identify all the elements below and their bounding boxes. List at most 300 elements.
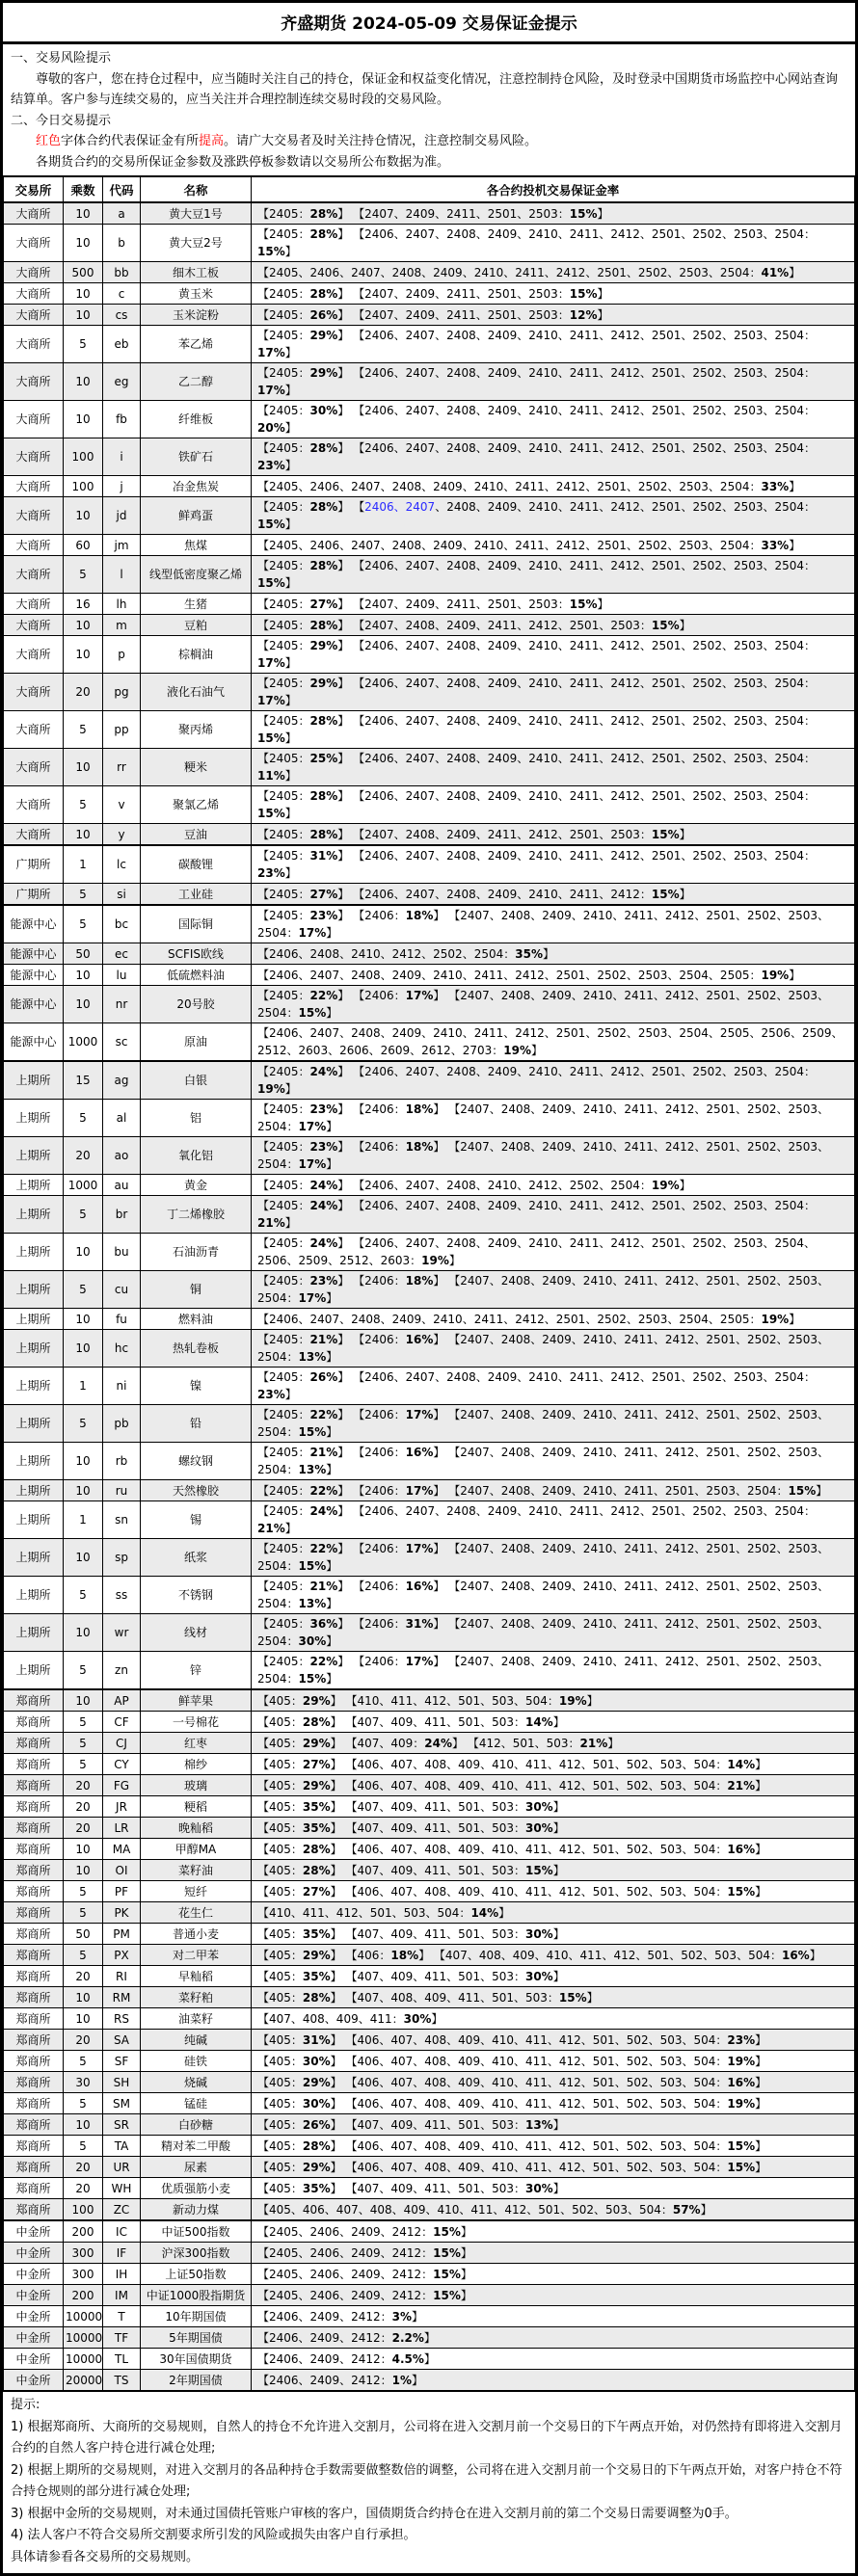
margin-rates-cell: 【2405：29%】 【2406、2407、2408、2409、2410、2411、2412、2501、2502、2503、2504：17%】: [252, 674, 855, 711]
red-emphasis-text: 提高: [199, 134, 225, 148]
table-row: [4, 2264, 855, 2285]
margin-rates-cell: 【405：29%】 【406、407、408、409、410、411、412、501、502、503、504：21%】: [252, 1775, 855, 1796]
exchange-cell: 上期所: [4, 1309, 64, 1330]
multiplier-cell: 20: [64, 1775, 103, 1796]
code-cell: m: [103, 615, 141, 636]
margin-rates-cell: 【2406、2407、2408、2409、2410、2411、2412、2501、2502、2503、2504、2505：19%】: [252, 1309, 855, 1330]
exchange-cell: 大商所: [4, 711, 64, 749]
multiplier-cell: 10: [64, 1443, 103, 1480]
exchange-cell: 郑商所: [4, 2030, 64, 2051]
table-row: [4, 1501, 855, 1539]
name-cell: 中证500指数: [141, 2220, 252, 2243]
name-cell: 镍: [141, 1368, 252, 1405]
code-cell: LR: [103, 1818, 141, 1839]
exchange-cell: 郑商所: [4, 1860, 64, 1881]
margin-rates-cell: 【2405：22%】 【2406：17%】 【2407、2408、2409、2410、2411、2501、2503、2504：15%】: [252, 1480, 855, 1501]
multiplier-cell: 10000: [64, 2306, 103, 2327]
multiplier-cell: 10: [64, 401, 103, 438]
margin-rates-cell: 【2405：21%】 【2406：16%】 【2407、2408、2409、2410、2411、2412、2501、2502、2503、2504：13%】: [252, 1330, 855, 1368]
name-cell: 优质强筋小麦: [141, 2178, 252, 2199]
name-cell: 烧碱: [141, 2072, 252, 2093]
table-row: [4, 2136, 855, 2157]
margin-rates-cell: 【405：28%】 【407、408、409、411、501、503：15%】: [252, 1987, 855, 2008]
multiplier-cell: 30: [64, 2072, 103, 2093]
notes-section: [3, 2392, 855, 2573]
table-row: [4, 1652, 855, 1690]
name-cell: 焦煤: [141, 535, 252, 556]
margin-rates-cell: 【405、406、407、408、409、410、411、412、501、502、503、504：57%】: [252, 2199, 855, 2221]
params-note-line: 各期货合约的交易所保证金参数及涨跌停板参数请以交易所公布数据为准。: [36, 154, 450, 170]
multiplier-cell: 200: [64, 2220, 103, 2243]
table-row: [4, 2008, 855, 2030]
table-row: [4, 438, 855, 476]
margin-rates-cell: 【405：35%】 【407、409、411、501、503：30%】: [252, 1818, 855, 1839]
exchange-cell: 郑商所: [4, 1689, 64, 1712]
exchange-cell: 上期所: [4, 1480, 64, 1501]
exchange-cell: 中金所: [4, 2306, 64, 2327]
multiplier-cell: 5: [64, 1881, 103, 1902]
code-cell: T: [103, 2306, 141, 2327]
code-cell: ru: [103, 1480, 141, 1501]
multiplier-cell: 100: [64, 476, 103, 497]
code-cell: IH: [103, 2264, 141, 2285]
page-title: 齐盛期货 2024-05-09 交易保证金提示: [3, 3, 855, 44]
name-cell: 早籼稻: [141, 1966, 252, 1987]
name-cell: 一号棉花: [141, 1712, 252, 1733]
code-cell: TF: [103, 2327, 141, 2349]
name-cell: 细木工板: [141, 262, 252, 283]
header-multiplier: 乘数: [64, 176, 103, 202]
margin-rates-cell: 【410、411、412、501、503、504：14%】: [252, 1902, 855, 1924]
table-row: [4, 1309, 855, 1330]
exchange-cell: 上期所: [4, 1100, 64, 1137]
code-cell: TA: [103, 2136, 141, 2157]
margin-rates-cell: 【2405：22%】 【2406：17%】 【2407、2408、2409、2410、2411、2412、2501、2502、2503、2504：15%】: [252, 1652, 855, 1690]
table-row: [4, 2093, 855, 2114]
name-cell: 石油沥青: [141, 1234, 252, 1271]
table-row: [4, 824, 855, 846]
code-cell: lc: [103, 845, 141, 884]
table-row: [4, 1754, 855, 1775]
exchange-cell: 大商所: [4, 749, 64, 786]
exchange-cell: 大商所: [4, 438, 64, 476]
code-cell: ec: [103, 943, 141, 965]
table-row: [4, 884, 855, 906]
multiplier-cell: 5: [64, 1652, 103, 1690]
code-cell: rr: [103, 749, 141, 786]
multiplier-cell: 1000: [64, 1023, 103, 1062]
multiplier-cell: 10: [64, 636, 103, 674]
code-cell: UR: [103, 2157, 141, 2178]
table-row: [4, 2370, 855, 2392]
margin-rates-cell: 【407、408、409、411：30%】: [252, 2008, 855, 2030]
note-text: 。请广大交易者及时关注持仓情况，注意控制交易风险。: [224, 134, 538, 148]
margin-table-body: [4, 202, 855, 2391]
margin-rates-cell: 【2405：31%】 【2406、2407、2408、2409、2410、2411、2412、2501、2502、2503、2504：23%】: [252, 845, 855, 884]
name-cell: 冶金焦炭: [141, 476, 252, 497]
exchange-cell: 郑商所: [4, 1945, 64, 1966]
exchange-cell: 上期所: [4, 1368, 64, 1405]
code-cell: eg: [103, 363, 141, 401]
code-cell: SF: [103, 2051, 141, 2072]
multiplier-cell: 10: [64, 986, 103, 1023]
exchange-cell: 大商所: [4, 636, 64, 674]
code-cell: CF: [103, 1712, 141, 1733]
name-cell: 5年期国债: [141, 2327, 252, 2349]
margin-rates-cell: 【2406、2409、2412：2.2%】: [252, 2327, 855, 2349]
exchange-cell: 郑商所: [4, 2136, 64, 2157]
code-cell: nr: [103, 986, 141, 1023]
multiplier-cell: 10: [64, 2114, 103, 2136]
code-cell: TS: [103, 2370, 141, 2392]
table-row: [4, 476, 855, 497]
table-row: [4, 2051, 855, 2072]
multiplier-cell: 10: [64, 202, 103, 225]
table-row: [4, 845, 855, 884]
margin-rates-cell: 【405：31%】 【406、407、408、409、410、411、412、501、502、503、504：23%】: [252, 2030, 855, 2051]
name-cell: SCFIS欧线: [141, 943, 252, 965]
table-row: [4, 2199, 855, 2221]
multiplier-cell: 5: [64, 884, 103, 906]
margin-rates-cell: 【2405：24%】 【2406、2407、2408、2409、2410、2411、2412、2501、2502、2503、2504、2506、2509、2512、2603：19%】: [252, 1234, 855, 1271]
code-cell: SH: [103, 2072, 141, 2093]
exchange-cell: 上期所: [4, 1330, 64, 1368]
multiplier-cell: 20: [64, 2178, 103, 2199]
margin-rates-cell: 【2405：28%】 【2406、2407、2408、2409、2410、2411、2412、2501、2502、2503、2504：23%】: [252, 438, 855, 476]
multiplier-cell: 5: [64, 711, 103, 749]
name-cell: 晚籼稻: [141, 1818, 252, 1839]
name-cell: 棉纱: [141, 1754, 252, 1775]
name-cell: 20号胶: [141, 986, 252, 1023]
code-cell: pb: [103, 1405, 141, 1443]
table-row: [4, 711, 855, 749]
exchange-cell: 中金所: [4, 2243, 64, 2264]
multiplier-cell: 1: [64, 1368, 103, 1405]
table-row: [4, 1271, 855, 1309]
multiplier-cell: 10: [64, 1309, 103, 1330]
exchange-cell: 上期所: [4, 1443, 64, 1480]
code-cell: pp: [103, 711, 141, 749]
table-row: [4, 1137, 855, 1175]
margin-rates-cell: 【405：30%】 【406、407、408、409、410、411、412、501、502、503、504：19%】: [252, 2051, 855, 2072]
multiplier-cell: 10: [64, 965, 103, 986]
margin-rates-cell: 【2405：28%】 【2407、2409、2411、2501、2503：15%】: [252, 202, 855, 225]
table-row: [4, 1924, 855, 1945]
table-row: [4, 1405, 855, 1443]
code-cell: si: [103, 884, 141, 906]
multiplier-cell: 20: [64, 2157, 103, 2178]
code-cell: ss: [103, 1577, 141, 1614]
name-cell: 普通小麦: [141, 1924, 252, 1945]
multiplier-cell: 5: [64, 786, 103, 824]
multiplier-cell: 10: [64, 1234, 103, 1271]
multiplier-cell: 20000: [64, 2370, 103, 2392]
table-row: [4, 225, 855, 262]
name-cell: 豆粕: [141, 615, 252, 636]
name-cell: 短纤: [141, 1881, 252, 1902]
multiplier-cell: 5: [64, 2136, 103, 2157]
margin-rates-cell: 【2405：22%】 【2406：17%】 【2407、2408、2409、2410、2411、2412、2501、2502、2503、2504：15%】: [252, 1539, 855, 1577]
name-cell: 白银: [141, 1061, 252, 1100]
margin-rates-cell: 【2405：23%】 【2406：18%】 【2407、2408、2409、2410、2411、2412、2501、2502、2503、2504：17%】: [252, 1100, 855, 1137]
margin-rates-cell: 【2405：23%】 【2406：18%】 【2407、2408、2409、2410、2411、2412、2501、2502、2503、2504：17%】: [252, 1271, 855, 1309]
table-row: [4, 1966, 855, 1987]
margin-rates-cell: 【2405：24%】 【2406、2407、2408、2409、2410、2411、2412、2501、2502、2503、2504：21%】: [252, 1196, 855, 1234]
margin-rates-cell: 【2405、2406、2407、2408、2409、2410、2411、2412、2501、2502、2503、2504：33%】: [252, 476, 855, 497]
name-cell: 燃料油: [141, 1309, 252, 1330]
code-cell: RS: [103, 2008, 141, 2030]
code-cell: MA: [103, 1839, 141, 1860]
exchange-cell: 大商所: [4, 202, 64, 225]
name-cell: 丁二烯橡胶: [141, 1196, 252, 1234]
table-row: [4, 2285, 855, 2306]
exchange-cell: 郑商所: [4, 1712, 64, 1733]
multiplier-cell: 20: [64, 674, 103, 711]
table-row: [4, 786, 855, 824]
margin-rates-cell: 【2405：27%】 【2406、2407、2408、2409、2410、2411、2412：15%】: [252, 884, 855, 906]
margin-rates-cell: 【405：29%】 【406：18%】 【407、408、409、410、411、412、501、502、503、504：16%】: [252, 1945, 855, 1966]
name-cell: 热轧卷板: [141, 1330, 252, 1368]
exchange-cell: 大商所: [4, 615, 64, 636]
section-2-heading: 二、今日交易提示: [11, 113, 112, 128]
table-row: [4, 749, 855, 786]
table-row: [4, 1480, 855, 1501]
exchange-cell: 大商所: [4, 674, 64, 711]
name-cell: 花生仁: [141, 1902, 252, 1924]
margin-rates-cell: 【2405：29%】 【2406、2407、2408、2409、2410、2411、2412、2501、2502、2503、2504：17%】: [252, 326, 855, 363]
exchange-cell: 大商所: [4, 786, 64, 824]
code-cell: fb: [103, 401, 141, 438]
name-cell: 原油: [141, 1023, 252, 1062]
name-cell: 铜: [141, 1271, 252, 1309]
margin-rates-cell: 【2405：25%】 【2406、2407、2408、2409、2410、2411、2412、2501、2502、2503、2504：11%】: [252, 749, 855, 786]
margin-rates-cell: 【2405：26%】 【2406、2407、2408、2409、2410、2411、2412、2501、2502、2503、2504：23%】: [252, 1368, 855, 1405]
name-cell: 红枣: [141, 1733, 252, 1754]
exchange-cell: 大商所: [4, 401, 64, 438]
name-cell: 工业硅: [141, 884, 252, 906]
multiplier-cell: 5: [64, 1945, 103, 1966]
margin-rates-cell: 【2406、2407、2408、2409、2410、2411、2412、2501、2502、2503、2504、2505：19%】: [252, 965, 855, 986]
name-cell: 鲜苹果: [141, 1689, 252, 1712]
exchange-cell: 郑商所: [4, 1924, 64, 1945]
margin-rates-cell: 【405：27%】 【406、407、408、409、410、411、412、501、502、503、504：15%】: [252, 1881, 855, 1902]
name-cell: 硅铁: [141, 2051, 252, 2072]
name-cell: 黄金: [141, 1175, 252, 1196]
table-row: [4, 202, 855, 225]
code-cell: l: [103, 556, 141, 594]
code-cell: j: [103, 476, 141, 497]
table-row: [4, 2157, 855, 2178]
name-cell: 豆油: [141, 824, 252, 846]
margin-rates-cell: 【2405：24%】 【2406、2407、2408、2409、2410、2411、2412、2501、2502、2503、2504：19%】: [252, 1061, 855, 1100]
name-cell: 线材: [141, 1614, 252, 1652]
name-cell: 低硫燃料油: [141, 965, 252, 986]
table-row: [4, 1860, 855, 1881]
margin-rates-cell: 【2405、2406、2407、2408、2409、2410、2411、2412、2501、2502、2503、2504：33%】: [252, 535, 855, 556]
name-cell: 纤维板: [141, 401, 252, 438]
code-cell: al: [103, 1100, 141, 1137]
exchange-cell: 上期所: [4, 1196, 64, 1234]
code-cell: pg: [103, 674, 141, 711]
code-cell: rb: [103, 1443, 141, 1480]
name-cell: 天然橡胶: [141, 1480, 252, 1501]
multiplier-cell: 50: [64, 1924, 103, 1945]
table-row: [4, 1577, 855, 1614]
exchange-cell: 大商所: [4, 305, 64, 326]
margin-rates-cell: 【405：35%】 【407、409、411、501、503：30%】: [252, 2178, 855, 2199]
margin-rates-cell: 【2405、2406、2409、2412：15%】: [252, 2285, 855, 2306]
name-cell: 棕榈油: [141, 636, 252, 674]
code-cell: RM: [103, 1987, 141, 2008]
code-cell: CY: [103, 1754, 141, 1775]
margin-rates-cell: 【2405：22%】 【2406：17%】 【2407、2408、2409、2410、2411、2412、2501、2502、2503、2504：15%】: [252, 1405, 855, 1443]
note-line: 具体请参看各交易所的交易规则。: [11, 2549, 200, 2564]
exchange-cell: 中金所: [4, 2327, 64, 2349]
multiplier-cell: 10: [64, 1987, 103, 2008]
code-cell: ag: [103, 1061, 141, 1100]
name-cell: 纸浆: [141, 1539, 252, 1577]
table-row: [4, 2030, 855, 2051]
multiplier-cell: 5: [64, 905, 103, 943]
margin-rates-cell: 【405：35%】 【407、409、411、501、503：30%】: [252, 1924, 855, 1945]
code-cell: IF: [103, 2243, 141, 2264]
margin-rates-cell: 【2405：29%】 【2406、2407、2408、2409、2410、2411、2412、2501、2502、2503、2504：17%】: [252, 363, 855, 401]
margin-rates-cell: 【405：30%】 【406、407、408、409、410、411、412、501、502、503、504：19%】: [252, 2093, 855, 2114]
multiplier-cell: 100: [64, 438, 103, 476]
table-row: [4, 1100, 855, 1137]
exchange-cell: 大商所: [4, 497, 64, 535]
exchange-cell: 广期所: [4, 884, 64, 906]
multiplier-cell: 10: [64, 225, 103, 262]
code-cell: fu: [103, 1309, 141, 1330]
name-cell: 30年国债期货: [141, 2349, 252, 2370]
table-row: [4, 674, 855, 711]
code-cell: SA: [103, 2030, 141, 2051]
table-row: [4, 943, 855, 965]
table-header-row: [4, 176, 855, 202]
margin-rates-cell: 【2405、2406、2409、2412：15%】: [252, 2264, 855, 2285]
exchange-cell: 大商所: [4, 262, 64, 283]
multiplier-cell: 10: [64, 1839, 103, 1860]
section-1-heading: 一、交易风险提示: [11, 51, 112, 66]
exchange-cell: 大商所: [4, 476, 64, 497]
exchange-cell: 郑商所: [4, 1818, 64, 1839]
exchange-cell: 上期所: [4, 1539, 64, 1577]
table-row: [4, 594, 855, 615]
exchange-cell: 大商所: [4, 326, 64, 363]
name-cell: 液化石油气: [141, 674, 252, 711]
red-note-line: [11, 131, 847, 152]
multiplier-cell: 10: [64, 497, 103, 535]
table-row: [4, 326, 855, 363]
name-cell: 粳稻: [141, 1796, 252, 1818]
multiplier-cell: 500: [64, 262, 103, 283]
multiplier-cell: 5: [64, 1100, 103, 1137]
name-cell: 乙二醇: [141, 363, 252, 401]
exchange-cell: 能源中心: [4, 986, 64, 1023]
code-cell: SM: [103, 2093, 141, 2114]
exchange-cell: 大商所: [4, 225, 64, 262]
exchange-cell: 上期所: [4, 1137, 64, 1175]
exchange-cell: 上期所: [4, 1501, 64, 1539]
multiplier-cell: 200: [64, 2285, 103, 2306]
name-cell: 氧化铝: [141, 1137, 252, 1175]
multiplier-cell: 5: [64, 1405, 103, 1443]
exchange-cell: 郑商所: [4, 2008, 64, 2030]
multiplier-cell: 10: [64, 1330, 103, 1368]
exchange-cell: 上期所: [4, 1234, 64, 1271]
margin-rates-cell: 【2406、2407、2408、2409、2410、2411、2412、2501、2502、2503、2504、2505、2506、2509、2512、2603、2606、2609、2612、2703：19%】: [252, 1023, 855, 1062]
table-row: [4, 497, 855, 535]
margin-rates-cell: 【2405、2406、2407、2408、2409、2410、2411、2412、2501、2502、2503、2504：41%】: [252, 262, 855, 283]
name-cell: 国际铜: [141, 905, 252, 943]
name-cell: 中证1000股指期货: [141, 2285, 252, 2306]
code-cell: ni: [103, 1368, 141, 1405]
multiplier-cell: 5: [64, 556, 103, 594]
table-row: [4, 1689, 855, 1712]
table-row: [4, 1330, 855, 1368]
code-cell: y: [103, 824, 141, 846]
table-row: [4, 986, 855, 1023]
name-cell: 甲醇MA: [141, 1839, 252, 1860]
margin-rates-cell: 【2405：26%】 【2407、2409、2411、2501、2503：12%】: [252, 305, 855, 326]
name-cell: 螺纹钢: [141, 1443, 252, 1480]
margin-rates-cell: 【2405：23%】 【2406：18%】 【2407、2408、2409、2410、2411、2412、2501、2502、2503、2504：17%】: [252, 1137, 855, 1175]
multiplier-cell: 20: [64, 1796, 103, 1818]
multiplier-cell: 1: [64, 845, 103, 884]
name-cell: 生猪: [141, 594, 252, 615]
margin-rates-cell: 【2405：22%】 【2406：17%】 【2407、2408、2409、2410、2411、2412、2501、2502、2503、2504：15%】: [252, 986, 855, 1023]
note-line: 4) 法人客户不符合交易所交割要求所引发的风险或损失由客户自行承担。: [11, 2528, 416, 2542]
code-cell: CJ: [103, 1733, 141, 1754]
multiplier-cell: 15: [64, 1061, 103, 1100]
multiplier-cell: 5: [64, 1902, 103, 1924]
margin-rates-cell: 【405：28%】 【407、409、411、501、503：14%】: [252, 1712, 855, 1733]
header-code: 代码: [103, 176, 141, 202]
table-row: [4, 2220, 855, 2243]
multiplier-cell: 5: [64, 2051, 103, 2072]
exchange-cell: 上期所: [4, 1175, 64, 1196]
margin-rates-cell: 【2405：28%】 【2407、2409、2411、2501、2503：15%】: [252, 283, 855, 305]
code-cell: TL: [103, 2349, 141, 2370]
exchange-cell: 能源中心: [4, 905, 64, 943]
multiplier-cell: 5: [64, 326, 103, 363]
exchange-cell: 上期所: [4, 1061, 64, 1100]
name-cell: 菜籽油: [141, 1860, 252, 1881]
name-cell: 油菜籽: [141, 2008, 252, 2030]
name-cell: 上证50指数: [141, 2264, 252, 2285]
exchange-cell: 郑商所: [4, 2093, 64, 2114]
name-cell: 铅: [141, 1405, 252, 1443]
exchange-cell: 上期所: [4, 1405, 64, 1443]
table-row: [4, 905, 855, 943]
exchange-cell: 郑商所: [4, 1775, 64, 1796]
name-cell: 2年期国债: [141, 2370, 252, 2392]
code-cell: FG: [103, 1775, 141, 1796]
table-row: [4, 1614, 855, 1652]
code-cell: cs: [103, 305, 141, 326]
name-cell: 玻璃: [141, 1775, 252, 1796]
code-cell: WH: [103, 2178, 141, 2199]
table-row: [4, 1175, 855, 1196]
multiplier-cell: 10: [64, 1860, 103, 1881]
name-cell: 沪深300指数: [141, 2243, 252, 2264]
table-row: [4, 2327, 855, 2349]
table-row: [4, 401, 855, 438]
margin-rates-cell: 【2405：21%】 【2406：16%】 【2407、2408、2409、2410、2411、2412、2501、2502、2503、2504：13%】: [252, 1443, 855, 1480]
margin-rates-cell: 【2405：29%】 【2406、2407、2408、2409、2410、2411、2412、2501、2502、2503、2504：17%】: [252, 636, 855, 674]
header-exchange: 交易所: [4, 176, 64, 202]
